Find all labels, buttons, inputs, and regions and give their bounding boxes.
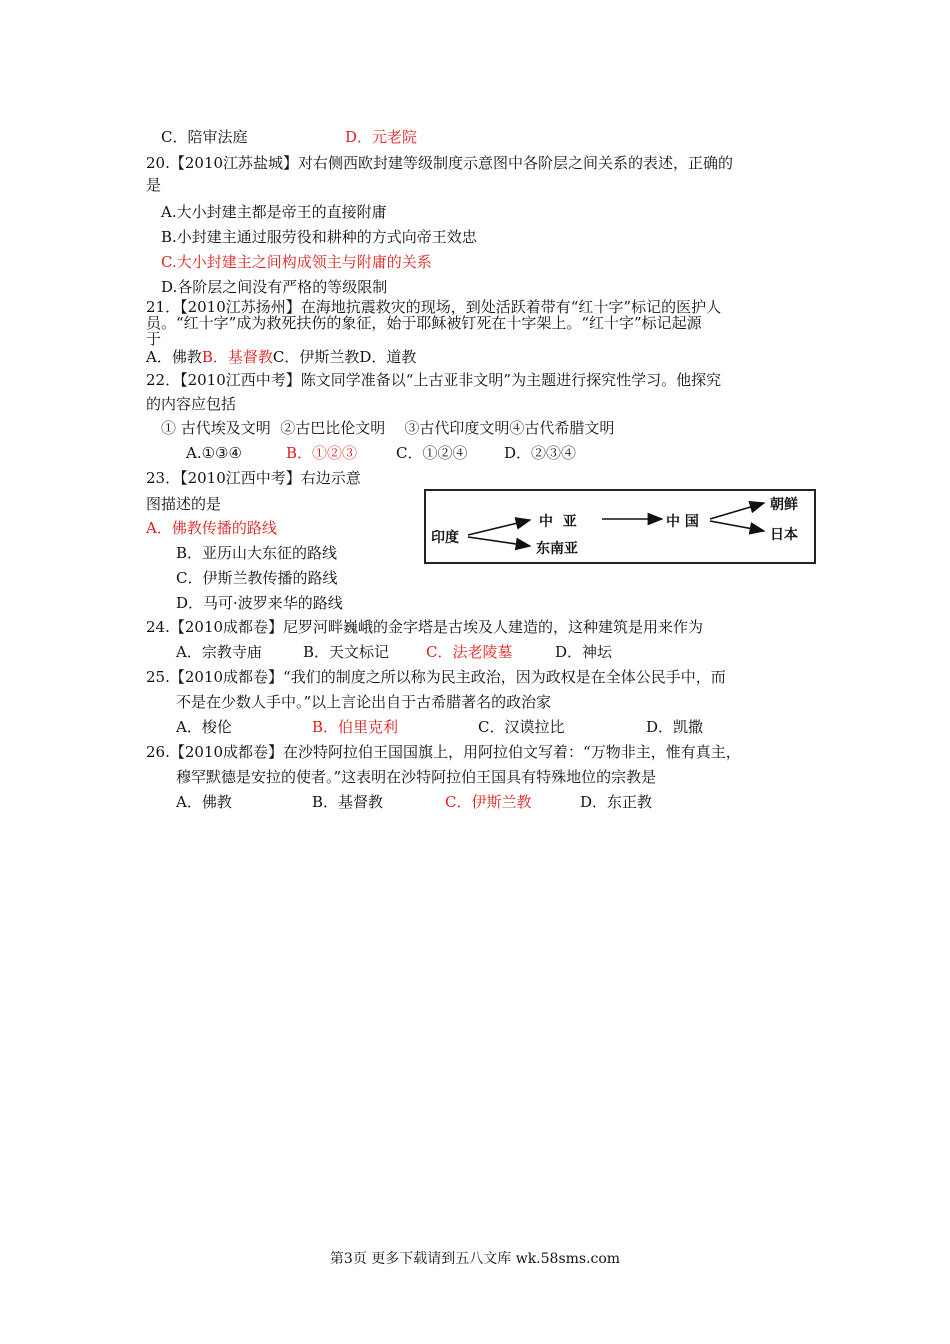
q23-option-c: C．伊斯兰教传播的路线 [176, 569, 338, 587]
q25-stem-cont: 不是在少数人手中。”以上言论出自于古希腊著名的政治家 [176, 693, 552, 711]
q22-option-d: D．②③④ [504, 444, 577, 462]
q24-option-b: B．天文标记 [303, 643, 390, 661]
arrow-india-southeast-asia [468, 537, 530, 546]
southeast-asia-label: 东南亚 [536, 541, 578, 557]
q21-stem: 21．【2010江苏扬州】在海地抗震救灾的现场，到处活跃着带有“红十字”标记的医护人 [146, 298, 722, 316]
q21-stem-end: 于 [146, 330, 162, 348]
q20-option-a: A.大小封建主都是帝王的直接附庸 [161, 203, 387, 221]
q26-option-b: B．基督教 [312, 793, 384, 811]
q21-options [146, 347, 416, 367]
q21-option-b: B．基督教 [201, 348, 273, 366]
q20-stem: 20.【2010江苏盐城】对右侧西欧封建等级制度示意图中各阶层之间关系的表述，正确的 [146, 154, 734, 172]
q23-option-d: D．马可·波罗来华的路线 [176, 594, 343, 612]
arrow-india-central-asia [468, 520, 530, 535]
q22-stem: 22．【2010江西中考】陈文同学准备以“上古亚非文明”为主题进行探究性学习。他探究 [146, 371, 722, 389]
buddhism-route-diagram [424, 489, 816, 564]
central-asia-label: 中 亚 [539, 514, 577, 530]
arrow-china-korea [710, 503, 764, 519]
q19-option-c: C．陪审法庭 [161, 128, 248, 146]
q24-option-a: A．宗教寺庙 [176, 643, 262, 661]
arrow-china-japan [710, 521, 764, 531]
q26-option-d: D．东正教 [580, 793, 653, 811]
q23-stem-cont: 图描述的是 [146, 495, 222, 513]
q20-option-b: B.小封建主通过服劳役和耕种的方式向帝王效忠 [161, 228, 477, 246]
q21-option-d: D．道教 [359, 348, 417, 366]
q23-stem: 23．【2010江西中考】右边示意 [146, 469, 361, 487]
q25-stem: 25.【2010成都卷】“我们的制度之所以称为民主政治，因为政权是在全体公民手中，而 [146, 668, 726, 686]
q20-stem-cont: 是 [146, 176, 162, 194]
q25-option-c: C．汉谟拉比 [478, 718, 565, 736]
q21-option-a: A．佛教 [146, 348, 202, 366]
q19-option-d: D．元老院 [345, 128, 418, 146]
q20-option-c: C.大小封建主之间构成领主与附庸的关系 [161, 253, 432, 271]
korea-label: 朝鲜 [770, 497, 798, 513]
q24-option-c: C．法老陵墓 [426, 643, 513, 661]
q22-stem-cont: 的内容应包括 [146, 395, 237, 413]
q26-option-c: C．伊斯兰教 [445, 793, 532, 811]
q22-items: ① 古代埃及文明 ②古巴比伦文明 ③古代印度文明④古代希腊文明 [161, 419, 615, 437]
q24-option-d: D．神坛 [555, 643, 613, 661]
q22-option-b: B．①②③ [286, 444, 358, 462]
q25-option-b: B．伯里克利 [312, 718, 399, 736]
page-footer: 第3页 更多下载请到五八文库 wk.58sms.com [329, 1251, 621, 1267]
q21-stem-cont: 员。“红十字”成为救死扶伤的象征，始于耶稣被钉死在十字架上。“红十字”标记起源 [146, 314, 702, 332]
q22-option-a: A.①③④ [186, 444, 242, 462]
q25-option-a: A．梭伦 [176, 718, 232, 736]
q22-option-c: C．①②④ [396, 444, 468, 462]
q26-stem: 26.【2010成都卷】在沙特阿拉伯王国国旗上，用阿拉伯文写着：“万物非主，惟有真主， [146, 743, 741, 761]
india-label: 印度 [431, 530, 459, 546]
china-label: 中 国 [666, 514, 699, 530]
route-arrows [426, 491, 814, 562]
q25-option-d: D．凯撒 [646, 718, 704, 736]
q24-stem: 24.【2010成都卷】尼罗河畔巍峨的金字塔是古埃及人建造的，这种建筑是用来作为 [146, 618, 704, 636]
q21-option-c: C．伊斯兰教 [272, 348, 360, 366]
q20-option-d: D.各阶层之间没有严格的等级限制 [161, 278, 388, 296]
q26-stem-cont: 穆罕默德是安拉的使者。”这表明在沙特阿拉伯王国具有特殊地位的宗教是 [176, 768, 657, 786]
japan-label: 日本 [770, 527, 798, 543]
q23-option-a: A．佛教传播的路线 [146, 519, 277, 537]
q26-option-a: A．佛教 [176, 793, 232, 811]
q23-option-b: B．亚历山大东征的路线 [176, 544, 338, 562]
